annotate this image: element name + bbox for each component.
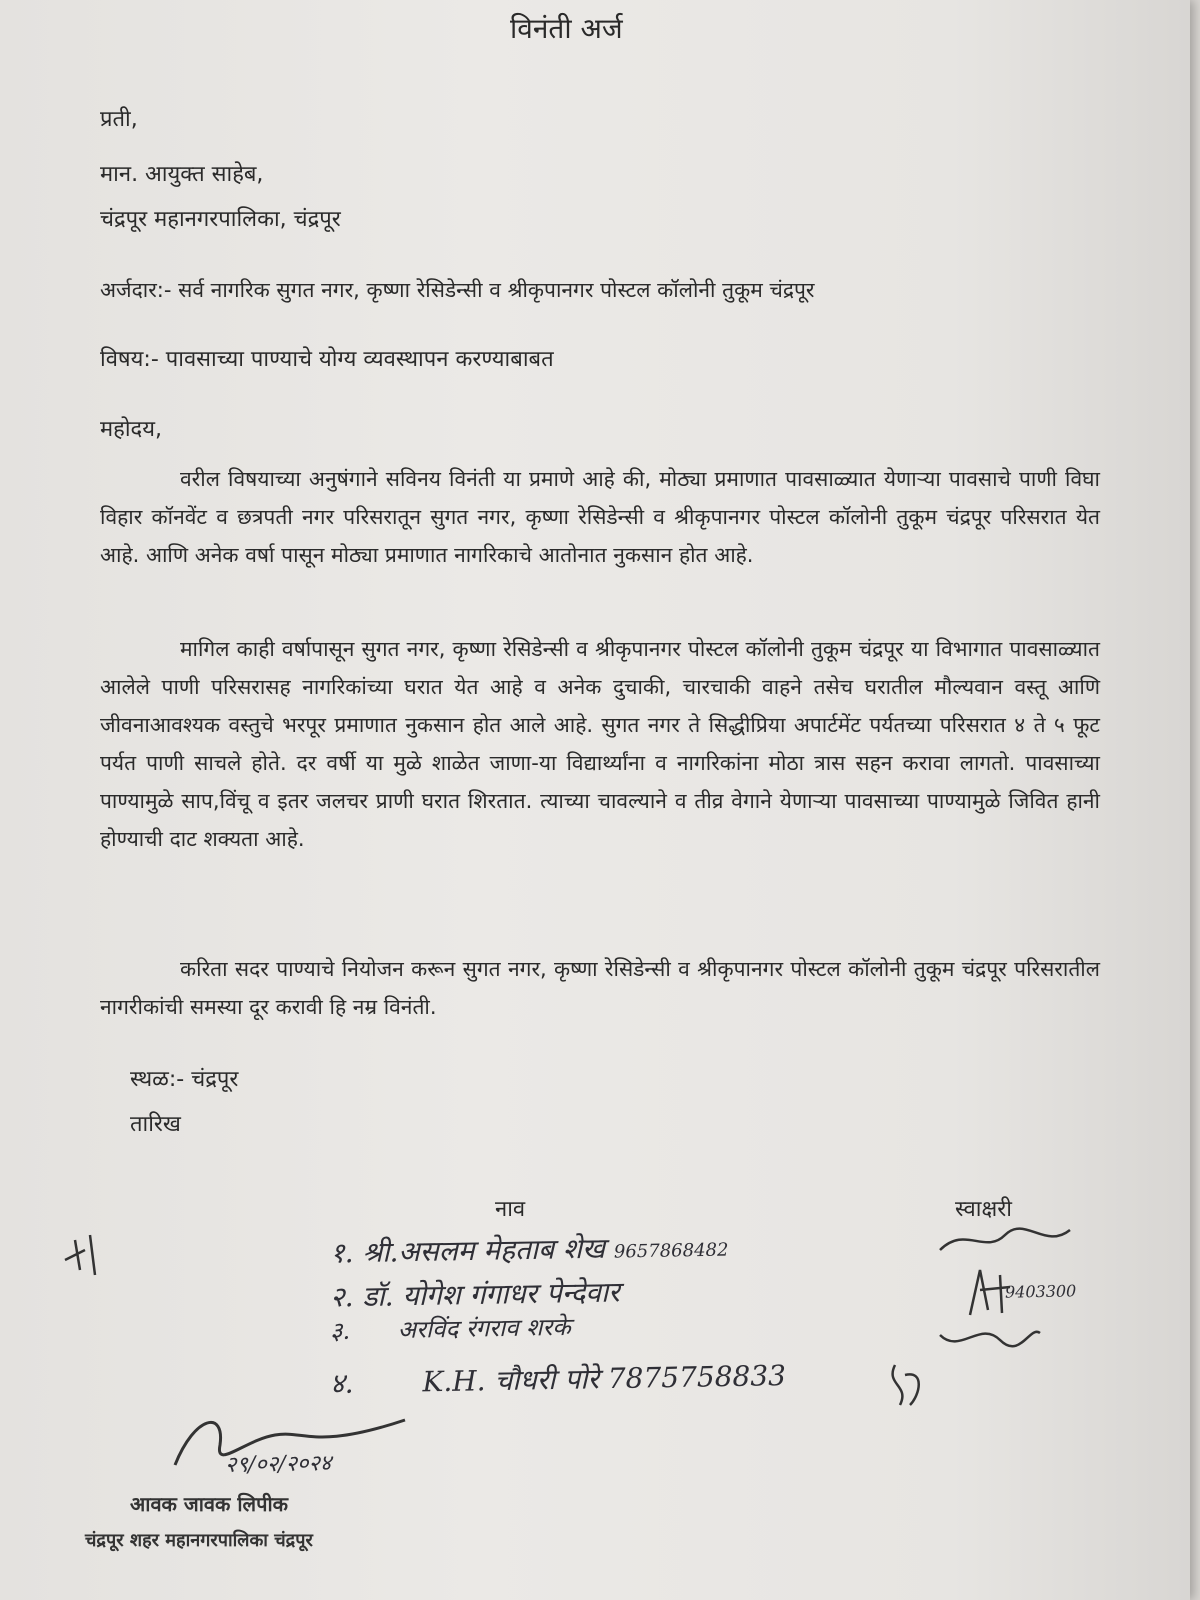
signature-scribble-3	[935, 1315, 1045, 1355]
signatory-row-3	[330, 1310, 571, 1347]
signatory-phone: 7875758833	[607, 1359, 787, 1396]
receipt-date: २९/०२/२०२४	[224, 1451, 332, 1478]
signature-column-header: स्वाक्षरी	[955, 1197, 1012, 1222]
addressee-line2: चंद्रपूर महानगरपालिका, चंद्रपूर	[100, 207, 341, 232]
signatory-phone-2: 9403300	[1004, 1281, 1077, 1302]
salutation: महोदय,	[100, 417, 162, 442]
signatory-phone: 9657868482	[613, 1239, 729, 1263]
signature-scribble-4	[880, 1355, 940, 1415]
paragraph-1: वरील विषयाच्या अनुषंगाने सविनय विनंती या प्रमाणे आहे की, मोठ्या प्रमाणात पावसाळ्यात येणाऱ्या पावसाचे पाणी विघा विहार कॉनवेंट व छत्रपती नगर परिसरातून सुगत नगर, कृष्णा रेसिडेन्सी व श्रीकृपानगर पोस्टल कॉलोनी तुकूम चंद्रपूर परिसरात येत आहे. आणि अनेक वर्षा पासून मोठ्या प्रमाणात नागरिकाचे आतोनात नुकसान होत आहे.	[100, 467, 1100, 567]
subject-line: विषय:- पावसाच्या पाण्याचे योग्य व्यवस्थापन करण्याबाबत	[100, 347, 554, 372]
addressee-line1: मान. आयुक्त साहेब,	[100, 162, 264, 187]
date-label: तारिख	[130, 1112, 181, 1137]
signatory-row-1	[330, 1227, 729, 1272]
signatory-number: ४.	[329, 1366, 354, 1400]
receipt-clerk: आवक जावक लिपीक	[130, 1492, 288, 1516]
place-line: स्थळ:- चंद्रपूर	[130, 1067, 239, 1092]
addressee-to: प्रती,	[100, 107, 138, 132]
signatory-number: ३.	[329, 1316, 351, 1346]
signatory-name: डॉ. योगेश गंगाधर पेन्देवार	[362, 1275, 620, 1313]
receipt-office: चंद्रपूर शहर महानगरपालिका चंद्रपूर	[85, 1530, 313, 1551]
signatory-row-2	[330, 1272, 620, 1315]
margin-mark	[55, 1230, 115, 1280]
paragraph-3: करिता सदर पाण्याचे नियोजन करून सुगत नगर, कृष्णा रेसिडेन्सी व श्रीकृपानगर पोस्टल कॉलोनी तुकूम चंद्रपूर परिसरातील नागरीकांची समस्या दूर करावी हि नम्र विनंती.	[100, 957, 1100, 1019]
signatory-row-4	[330, 1356, 787, 1402]
letter-title: विनंती अर्ज	[510, 12, 623, 45]
name-column-header: नाव	[495, 1197, 526, 1222]
paragraph-2: मागिल काही वर्षापासून सुगत नगर, कृष्णा रेसिडेन्सी व श्रीकृपानगर पोस्टल कॉलोनी तुकूम चंद्रपूर या विभागात पावसाळ्यात आलेले पाणी परिसरासह नागरिकांच्या घरात येत आहे व अनेक दुचाकी, चारचाकी वाहने तसेच घरातील मौल्यवान वस्तू आणि जीवनाआवश्यक वस्तुचे भरपूर प्रमाणात नुकसान होत आले आहे. सुगत नगर ते सिद्धीप्रिया अपार्टमेंट पर्यतच्या परिसरात ४ ते ५ फूट पर्यत पाणी साचले होते. दर वर्षी या मुळे शाळेत जाणा-या विद्यार्थ्यांना व नागरिकांना मोठा त्रास सहन करावा लागतो. पावसाच्या पाण्यामुळे साप,विंचू व इतर जलचर प्राणी घरात शिरतात. त्याच्या चावल्याने व तीव्र वेगाने येणाऱ्या पावसाच्या पाण्यामुळे जिवित हानी होण्याची दाट शक्यता आहे.	[100, 637, 1100, 851]
signatory-name: अरविंद रंगराव शरके	[397, 1312, 571, 1344]
signatory-name: K.H. चौधरी पोरे	[422, 1362, 600, 1399]
signature-scribble-1	[935, 1215, 1075, 1265]
applicant-line: अर्जदार:- सर्व नागरिक सुगत नगर, कृष्णा रेसिडेन्सी व श्रीकृपानगर पोस्टल कॉलोनी तुकूम चंद्रपूर	[100, 278, 815, 302]
signatory-number: १.	[329, 1236, 354, 1270]
signatory-number: २.	[329, 1280, 354, 1314]
signatory-name: श्री.असलम मेहताब शेख	[362, 1231, 606, 1269]
